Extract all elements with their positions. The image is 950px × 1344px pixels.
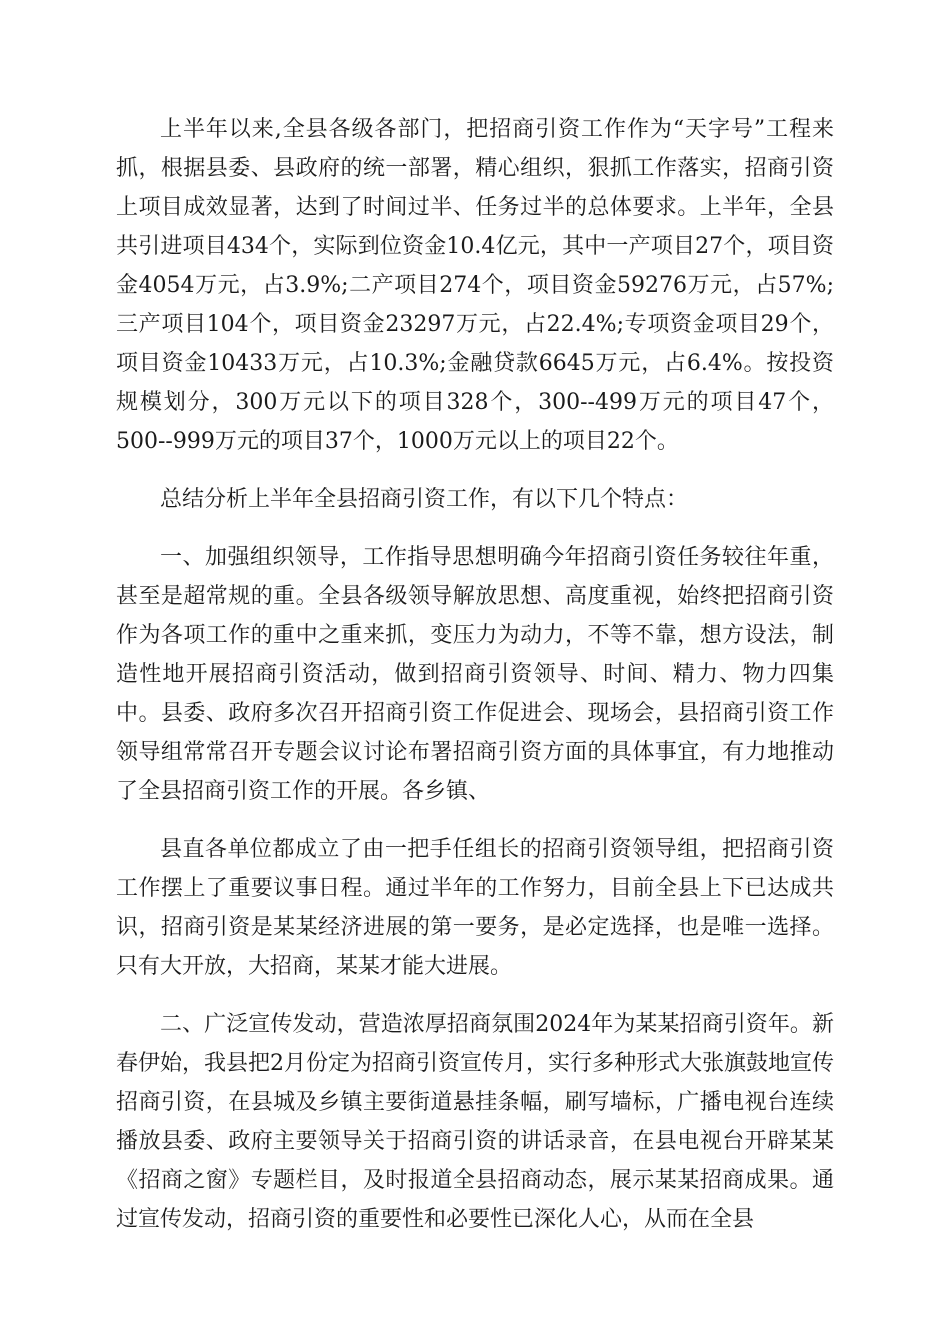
paragraph-summary: 上半年以来,全县各级各部门，把招商引资工作作为“天字号”工程来抓，根据县委、县政府的统一部署，精心组织，狠抓工作落实，招商引资上项目成效显著，达到了时间过半、任务过半的总体要求。上半年，全县共引进项目434个，实际到位资金10.4亿元，其中一产项目27个，项目资金4054万元，占3.9%;二产项目274个，项目资金59276万元，占57%;三产项目104个，项目资金23297万元，占22.4%;专项资金项目29个，项目资金10433万元，占10.3%;金融贷款6645万元，占6.4%。按投资规模划分，300万元以下的项目328个，300--499万元的项目47个，500--999万元的项目37个，1000万元以上的项目22个。 [116,117,834,454]
paragraph-section-one: 一、加强组织领导，工作指导思想明确今年招商引资任务较往年重，甚至是超常规的重。全县各级领导解放思想、高度重视，始终把招商引资作为各项工作的重中之重来抓，变压力为动力，不等不靠，想方设法，制造性地开展招商引资活动，做到招商引资领导、时间、精力、物力四集中。县委、政府多次召开招商引资工作促进会、现场会，县招商引资工作领导组常常召开专题会议讨论布署招商引资方面的具体事宜，有力地推动了全县招商引资工作的开展。各乡镇、 [116,545,834,804]
document-body [116,110,834,1258]
paragraph-section-one-continued: 县直各单位都成立了由一把手任组长的招商引资领导组，把招商引资工作摆上了重要议事日程。通过半年的工作努力，目前全县上下已达成共识，招商引资是某某经济进展的第一要务，是必定选择，也是唯一选择。只有大开放，大招商，某某才能大进展。 [116,837,834,979]
paragraph-features-intro: 总结分析上半年全县招商引资工作，有以下几个特点： [160,487,689,512]
paragraph-section-two: 二、广泛宣传发动，营造浓厚招商氛围2024年为某某招商引资年。新春伊始，我县把2月份定为招商引资宣传月，实行多种形式大张旗鼓地宣传招商引资，在县城及乡镇主要街道悬挂条幅，刷写墙标，广播电视台连续播放县委、政府主要领导关于招商引资的讲话录音，在县电视台开辟某某《招商之窗》专题栏目，及时报道全县招商动态，展示某某招商成果。通过宣传发动，招商引资的重要性和必要性已深化人心，从而在全县 [116,1012,834,1232]
